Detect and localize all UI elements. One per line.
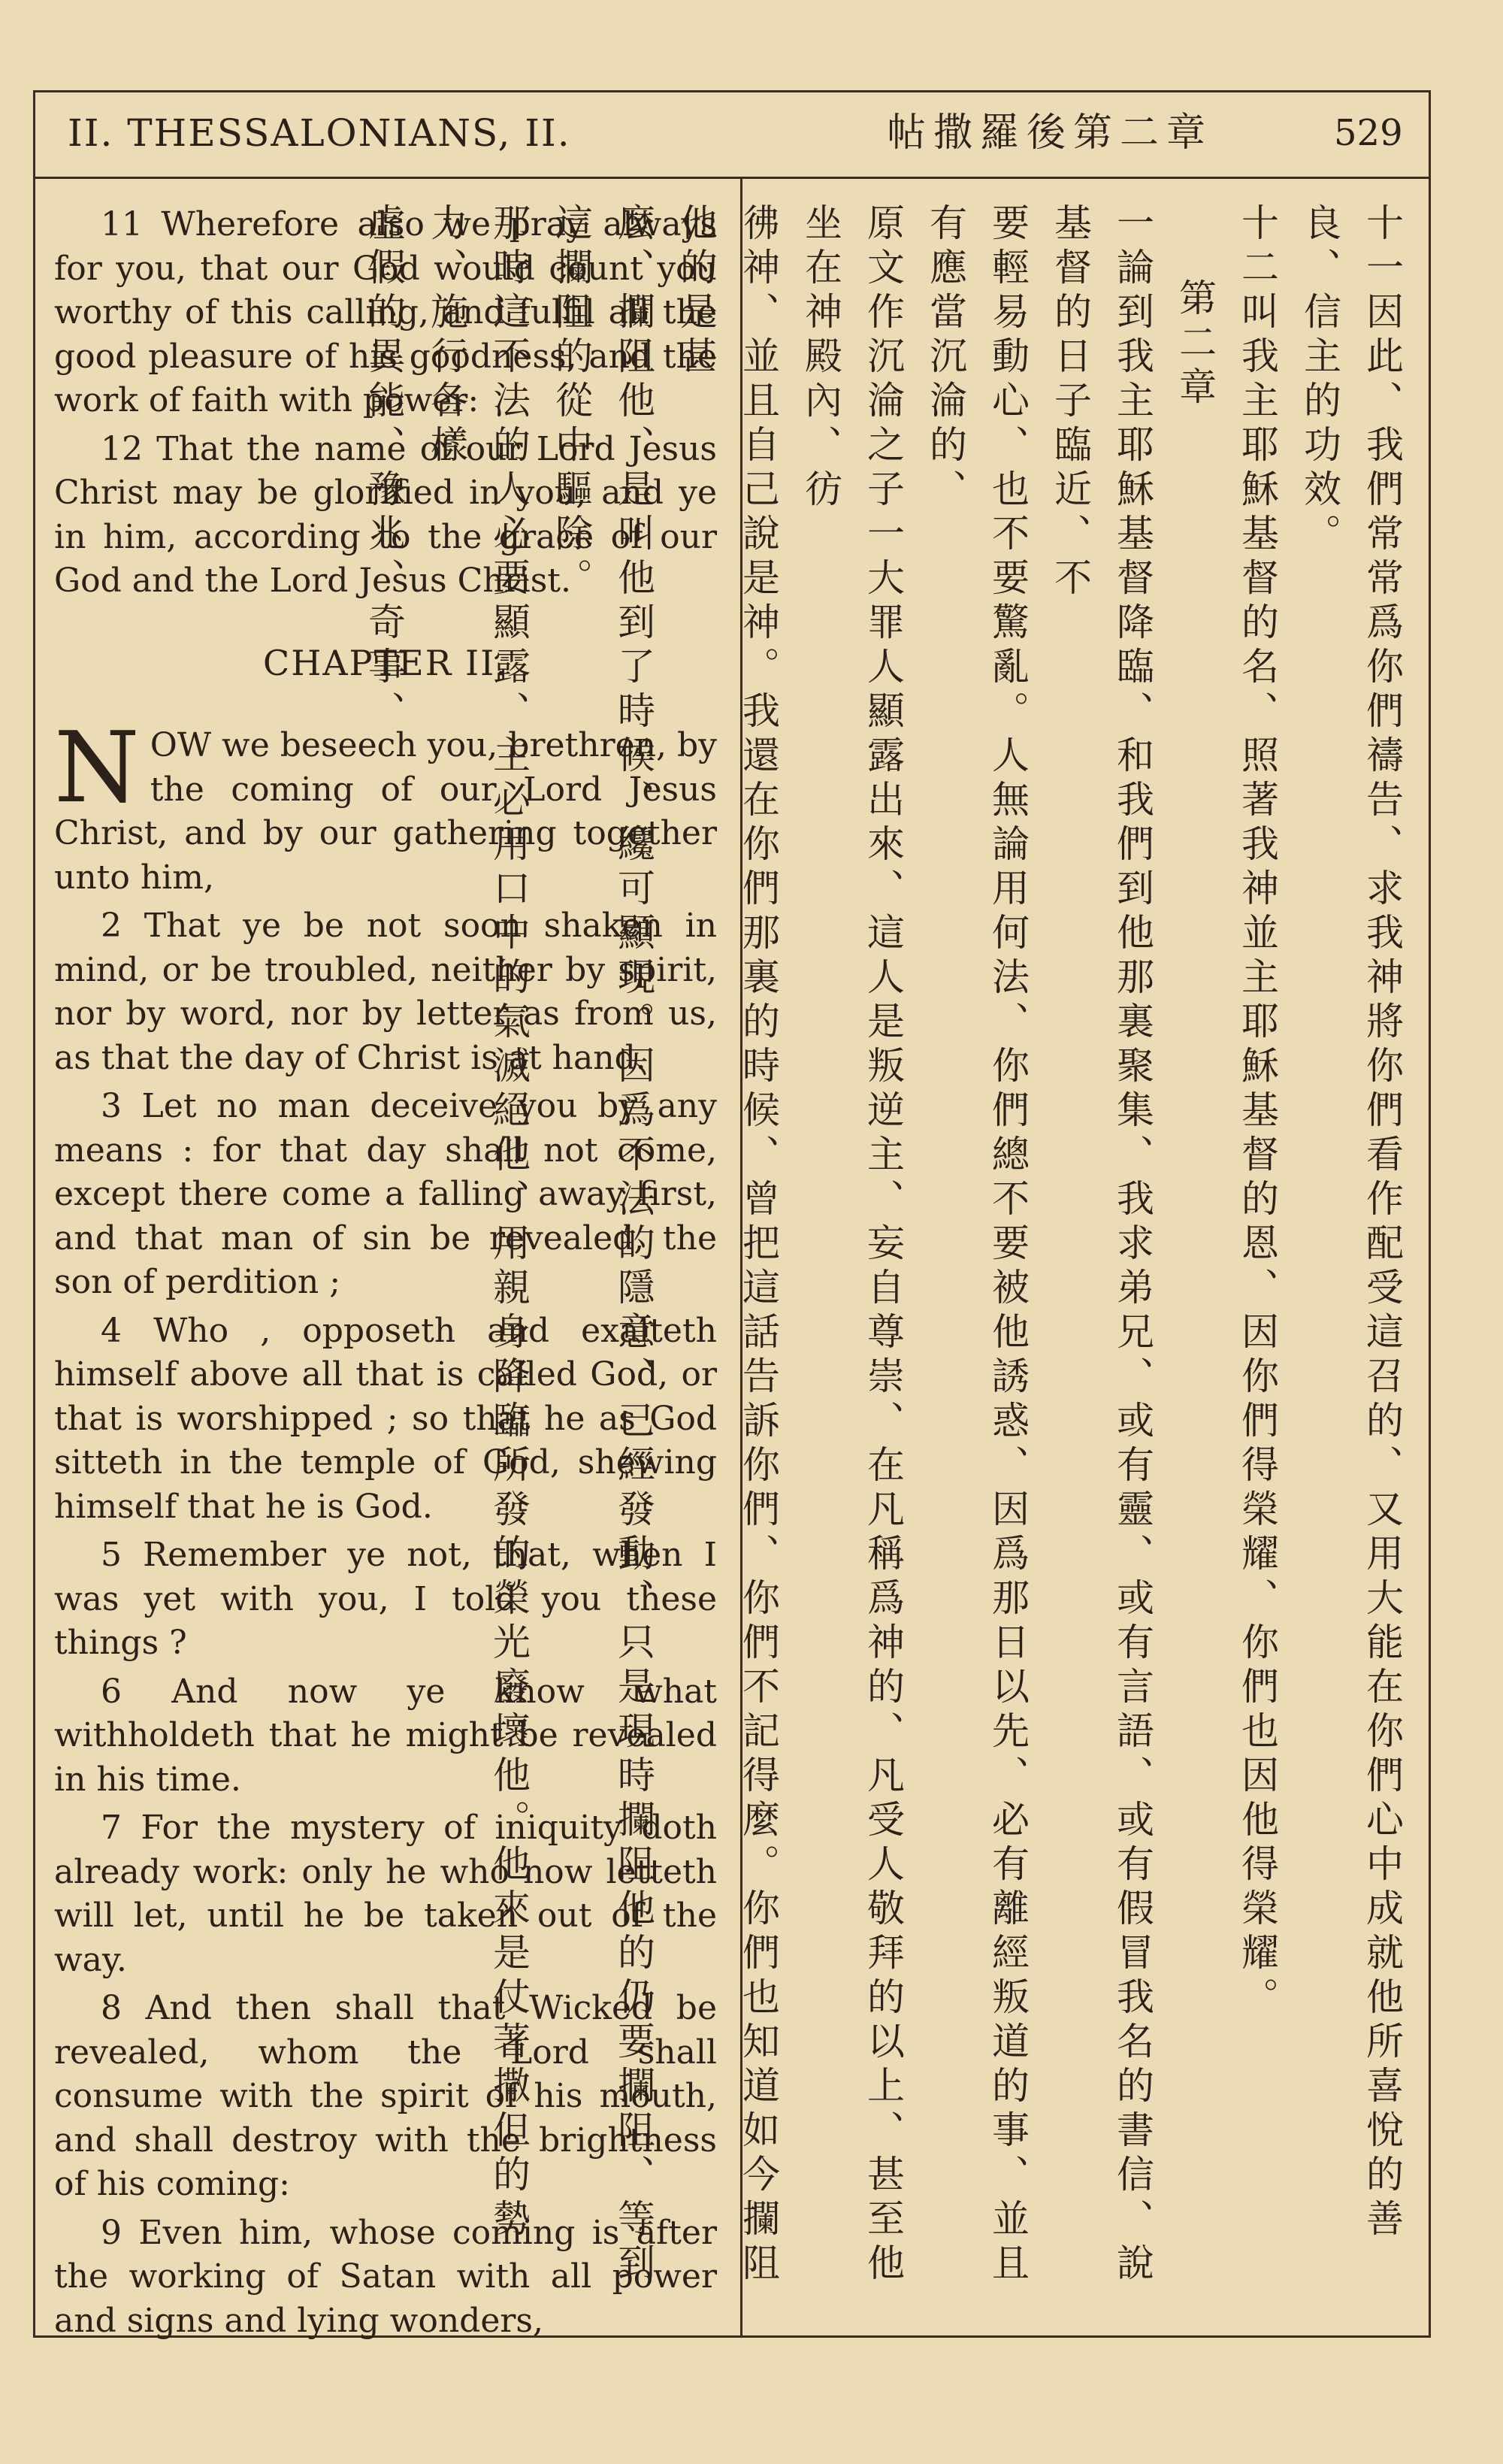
verse-8: 8 And then shall that Wicked be revealed, whom the Lord shall consume with the spirit of his mouth, and shall destroy with the brightness of his coming:: [54, 1989, 717, 2203]
chinese-verse-col-3: 一論到我主耶穌基督降臨、和我們到他那裏聚集、我求弟兄、或有靈、或有言語、或有假冒我名的書信、說基督的日子臨近、不: [1048, 203, 1154, 2287]
chinese-verse-col-9: 虛假的異能、豫兆、奇事、: [362, 203, 406, 735]
verse-7: 7 For the mystery of iniquity doth already work: only he who now letteth will let, until he be taken out of the way.: [54, 1809, 717, 1979]
verse-3: 3 Let no man deceive you by any means : for that day shall not come, except there come a falling away first, and that man of sin be revealed, the son of perdition ;: [54, 1087, 717, 1301]
chinese-verse-col-7: 麼、攔阻他、是叫他到了時候、纔可顯現。因爲不法的隱意、已經發動、只是現時攔阻他的仍要攔阻、等到這攔阻的從中驅除。: [549, 203, 655, 2287]
verse-12: 12 That the name of our Lord Jesus Christ may be glorified in you, and ye in him, according to the grace of our God and the Lord Jesus Christ.: [54, 429, 717, 600]
chinese-verse-col-2: 十二叫我主耶穌基督的名、照著我神並主耶穌基督的恩、因你們得榮耀、你們也因他得榮耀。: [1235, 203, 1279, 2021]
chapter-heading: CHAPTER II.: [263, 642, 508, 683]
chinese-chapter-heading: 第二章: [1173, 278, 1217, 411]
verse-2: 2 That ye be not soon shaken in mind, or be troubled, neither by spirit, nor by word, nor by letter as from us, as that the day of Christ is at hand.: [54, 907, 717, 1077]
verse-4: 4 Who , opposeth and exalteth himself above all that is called God, or that is worshipped ; so that he as God sitteth in the temple of God, shewing himself that he is God.: [54, 1311, 717, 1526]
verse-1: NOW we beseech you, brethren, by the coming of our Lord Jesus Christ, and by our gathering together unto him,: [54, 710, 717, 897]
chinese-verse-col-8: 那時這不法的人必要顯露、主必用口中的氣滅絕他、用親身降臨所發的榮光廢壞他。他來是仗著撒但的勢力、施行各樣: [425, 203, 531, 2243]
chinese-running-title: 帖撒羅後第二章: [887, 110, 1214, 156]
verse-6: 6 And now ye know what withholdeth that he might be revealed in his time.: [54, 1672, 717, 1799]
chinese-verse-col-5: 原文作沉淪之子一大罪人顯露出來、這人是叛逆主、妄自尊崇、在凡稱爲神的、凡受人敬拜的以上、甚至他坐在神殿內、彷: [799, 203, 905, 2287]
chinese-verse-col-4: 要輕易動心、也不要驚亂。人無論用何法、你們總不要被他誘惑、因爲那日以先、必有離經叛道的事、並且有應當沉淪的、: [924, 203, 1030, 2287]
page-number: 529: [1334, 112, 1403, 154]
chinese-verse-col-6: 彿神、並且自己說是神。我還在你們那裏的時候、曾把這話告訴你們、你們不記得麼。你們也知道如今攔阻他的是甚: [674, 203, 780, 2287]
running-title: II. THESSALONIANS, II.: [68, 111, 571, 155]
verse-11: 11 Wherefore also we pray always for you, that our God would count you worthy of this calling, and fulfil all the good pleasure of his goodness, and the work of faith with power:: [54, 205, 717, 419]
chinese-verse-col-1: 十一因此、我們常常爲你們禱告、求我神將你們看作配受這召的、又用大能在你們心中成就他所喜悅的善良、信主的功效。: [1298, 203, 1404, 2243]
verse-9: 9 Even him, whose coming is after the working of Satan with all power and signs and lying wonders,: [54, 2213, 717, 2340]
verse-5: 5 Remember ye not, that, when I was yet with you, I told you these things ?: [54, 1536, 717, 1662]
